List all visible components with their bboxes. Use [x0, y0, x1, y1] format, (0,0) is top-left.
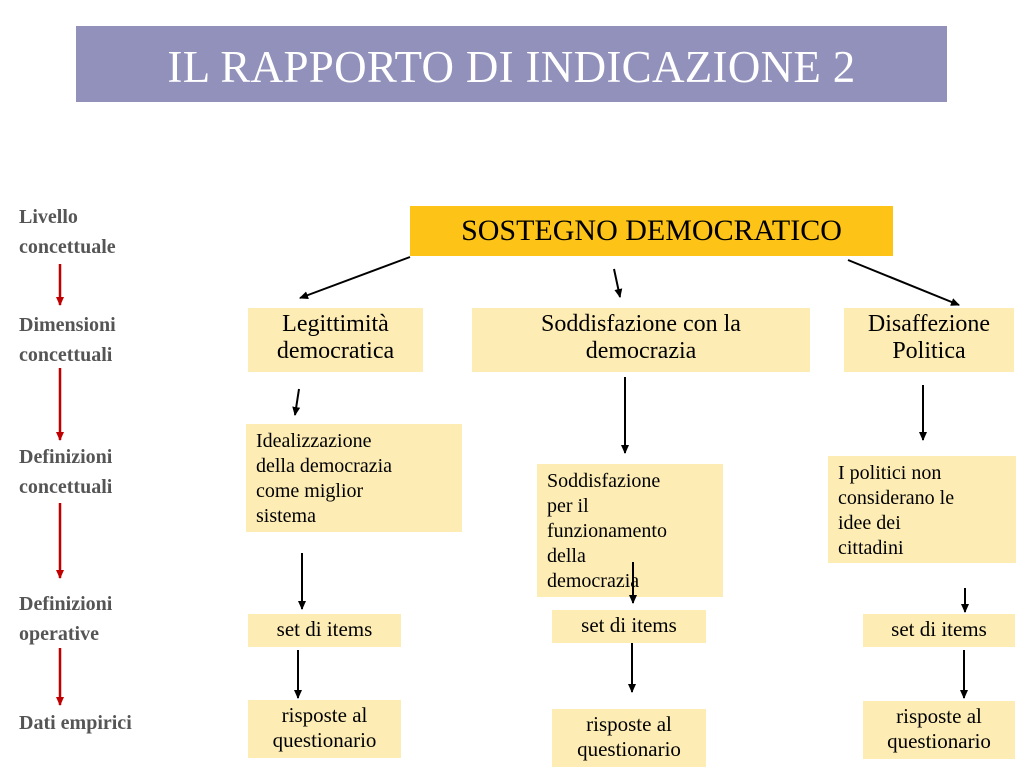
level-label-line: concettuale: [19, 236, 116, 258]
dimension-line: Politica: [892, 338, 966, 364]
definition-line: sistema: [256, 505, 316, 527]
definition-line: Soddisfazione: [547, 470, 661, 492]
arrow-root-to-soddisfazione: [614, 269, 620, 297]
definition-line: della democrazia: [256, 455, 393, 477]
level-label-line: Definizioni: [19, 593, 113, 615]
dimension-line: Legittimità: [282, 311, 389, 337]
dimension-line: democrazia: [585, 338, 697, 364]
empirical-line: risposte al: [896, 704, 982, 728]
definition-line: Idealizzazione: [256, 430, 372, 452]
definition-line: idee dei: [838, 512, 901, 534]
root-node-sostegno-democratico: SOSTEGNO DEMOCRATICO: [410, 206, 893, 256]
operative-box-disaffezione: set di items: [863, 614, 1015, 647]
empirical-line: questionario: [887, 729, 991, 753]
dimension-line: democratica: [276, 338, 395, 364]
definition-line: cittadini: [838, 537, 904, 559]
definition-line: funzionamento: [547, 520, 667, 542]
dimension-line: Disaffezione: [867, 311, 991, 337]
arrow-root-to-legittimita: [300, 257, 410, 298]
level-label-line: operative: [19, 623, 99, 645]
empirical-line: questionario: [577, 737, 681, 761]
arrow-root-to-disaffezione: [848, 260, 959, 305]
definition-line: democrazia: [547, 570, 640, 592]
arrow-dim-to-def-legittimita: [295, 389, 299, 415]
level-label-line: concettuali: [19, 344, 113, 366]
definition-line: I politici non: [838, 462, 942, 484]
slide-title: IL RAPPORTO DI INDICAZIONE 2: [76, 26, 947, 102]
operative-box-legittimita: set di items: [248, 614, 401, 647]
level-label-line: Definizioni: [19, 446, 113, 468]
level-label-line: Dimensioni: [19, 314, 116, 336]
definition-line: come miglior: [256, 480, 364, 502]
level-label-dati-empirici: Dati empirici: [19, 712, 132, 734]
level-label-line: Livello: [19, 206, 78, 228]
definition-line: considerano le: [838, 487, 955, 509]
empirical-line: risposte al: [281, 703, 368, 727]
level-label-line: concettuali: [19, 476, 113, 498]
empirical-line: questionario: [272, 728, 377, 752]
empirical-line: risposte al: [586, 712, 672, 736]
dimension-line: Soddisfazione con la: [541, 311, 741, 337]
operative-box-soddisfazione: set di items: [552, 610, 706, 643]
definition-line: della: [547, 545, 586, 567]
definition-line: per il: [547, 495, 589, 517]
